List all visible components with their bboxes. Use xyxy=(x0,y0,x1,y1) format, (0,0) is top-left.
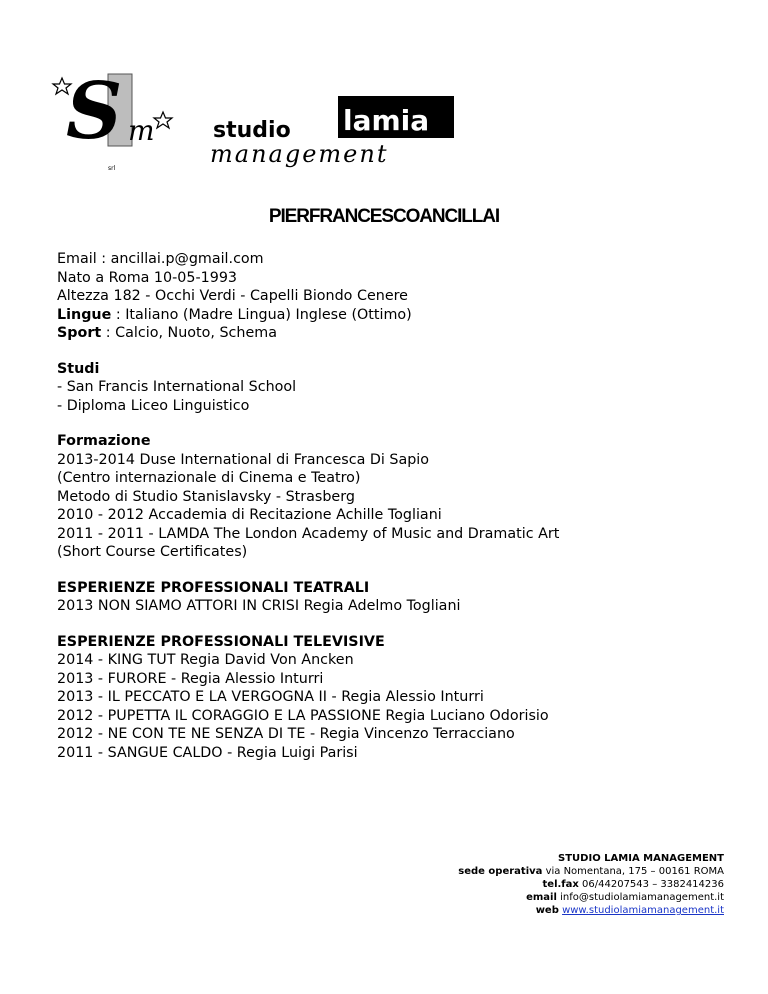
televisive-item: 2012 - PUPETTA IL CORAGGIO E LA PASSIONE Regia Luciano Odorisio xyxy=(57,707,549,724)
footer-tel-value: 06/44207543 – 3382414236 xyxy=(578,879,724,890)
televisive-item: 2011 - SANGUE CALDO - Regia Luigi Parisi xyxy=(57,744,358,761)
footer-tel-label: tel.fax xyxy=(542,879,579,890)
company-logo xyxy=(50,60,470,180)
logo-word-management: management xyxy=(210,140,389,168)
formazione-item: 2010 - 2012 Accademia di Recitazione Achille Togliani xyxy=(57,507,442,523)
logo-monogram-m: m xyxy=(128,114,155,147)
studi-item: - San Francis International School xyxy=(57,379,297,395)
footer-web-label: web xyxy=(535,905,559,916)
footer-tel xyxy=(458,878,724,891)
footer-email-value: info@studiolamiamanagement.it xyxy=(556,892,724,903)
cv-body xyxy=(57,250,737,762)
footer-sede xyxy=(458,865,724,878)
teatrali-heading: ESPERIENZE PROFESSIONALI TEATRALI xyxy=(57,579,370,596)
logo-monogram-small: srl xyxy=(108,165,116,172)
footer-email-label: email xyxy=(526,892,557,903)
formazione-item: 2011 - 2011 - LAMDA The London Academy of Music and Dramatic Art xyxy=(57,525,560,542)
formazione-item: Metodo di Studio Stanislavsky - Strasberg xyxy=(57,488,355,505)
studi-item: - Diploma Liceo Linguistico xyxy=(57,397,250,414)
contact-email: Email : ancillai.p@gmail.com xyxy=(57,251,264,267)
page-title: PIERFRANCESCOANCILLAI xyxy=(268,206,500,227)
footer-company xyxy=(458,852,724,865)
sport-value: : Calcio, Nuoto, Schema xyxy=(101,325,277,341)
company-footer xyxy=(458,852,724,917)
formazione-heading: Formazione xyxy=(57,433,151,449)
formazione-item: (Short Course Certificates) xyxy=(57,544,248,560)
footer-sede-value: via Nomentana, 175 – 00161 ROMA xyxy=(542,866,724,877)
contact-lingue xyxy=(57,306,737,325)
logo-word-lamia: lamia xyxy=(343,104,430,137)
footer-sede-label: sede operativa xyxy=(458,866,543,877)
footer-web xyxy=(458,904,724,917)
lingue-value: : Italiano (Madre Lingua) Inglese (Ottimo) xyxy=(111,306,412,323)
sport-label: Sport xyxy=(57,325,102,341)
logo-graphic xyxy=(50,60,470,180)
formazione-item: 2013-2014 Duse International di Francesca Di Sapio xyxy=(57,451,430,468)
televisive-item: 2014 - KING TUT Regia David Von Ancken xyxy=(57,652,354,668)
footer-email xyxy=(458,891,724,904)
footer-web-link[interactable]: www.studiolamiamanagement.it xyxy=(562,905,724,916)
televisive-item: 2012 - NE CON TE NE SENZA DI TE - Regia Vincenzo Terracciano xyxy=(57,726,515,742)
contact-birth: Nato a Roma 10-05-1993 xyxy=(57,269,238,286)
lingue-label: Lingue xyxy=(57,306,112,323)
star-icon xyxy=(154,112,172,128)
studi-heading: Studi xyxy=(57,360,100,377)
contact-sport xyxy=(57,324,737,343)
televisive-item: 2013 - FURORE - Regia Alessio Inturri xyxy=(57,670,324,687)
footer-company-name: STUDIO LAMIA MANAGEMENT xyxy=(558,853,724,864)
teatrali-item: 2013 NON SIAMO ATTORI IN CRISI Regia Adelmo Togliani xyxy=(57,598,461,614)
televisive-heading: ESPERIENZE PROFESSIONALI TELEVISIVE xyxy=(57,633,385,650)
contact-physical: Altezza 182 - Occhi Verdi - Capelli Biondo Cenere xyxy=(57,288,408,304)
logo-word-studio: studio xyxy=(213,118,291,143)
logo-monogram-s: S xyxy=(66,66,123,157)
formazione-item: (Centro internazionale di Cinema e Teatro) xyxy=(57,470,361,486)
televisive-item: 2013 - IL PECCATO E LA VERGOGNA II - Regia Alessio Inturri xyxy=(57,689,484,705)
